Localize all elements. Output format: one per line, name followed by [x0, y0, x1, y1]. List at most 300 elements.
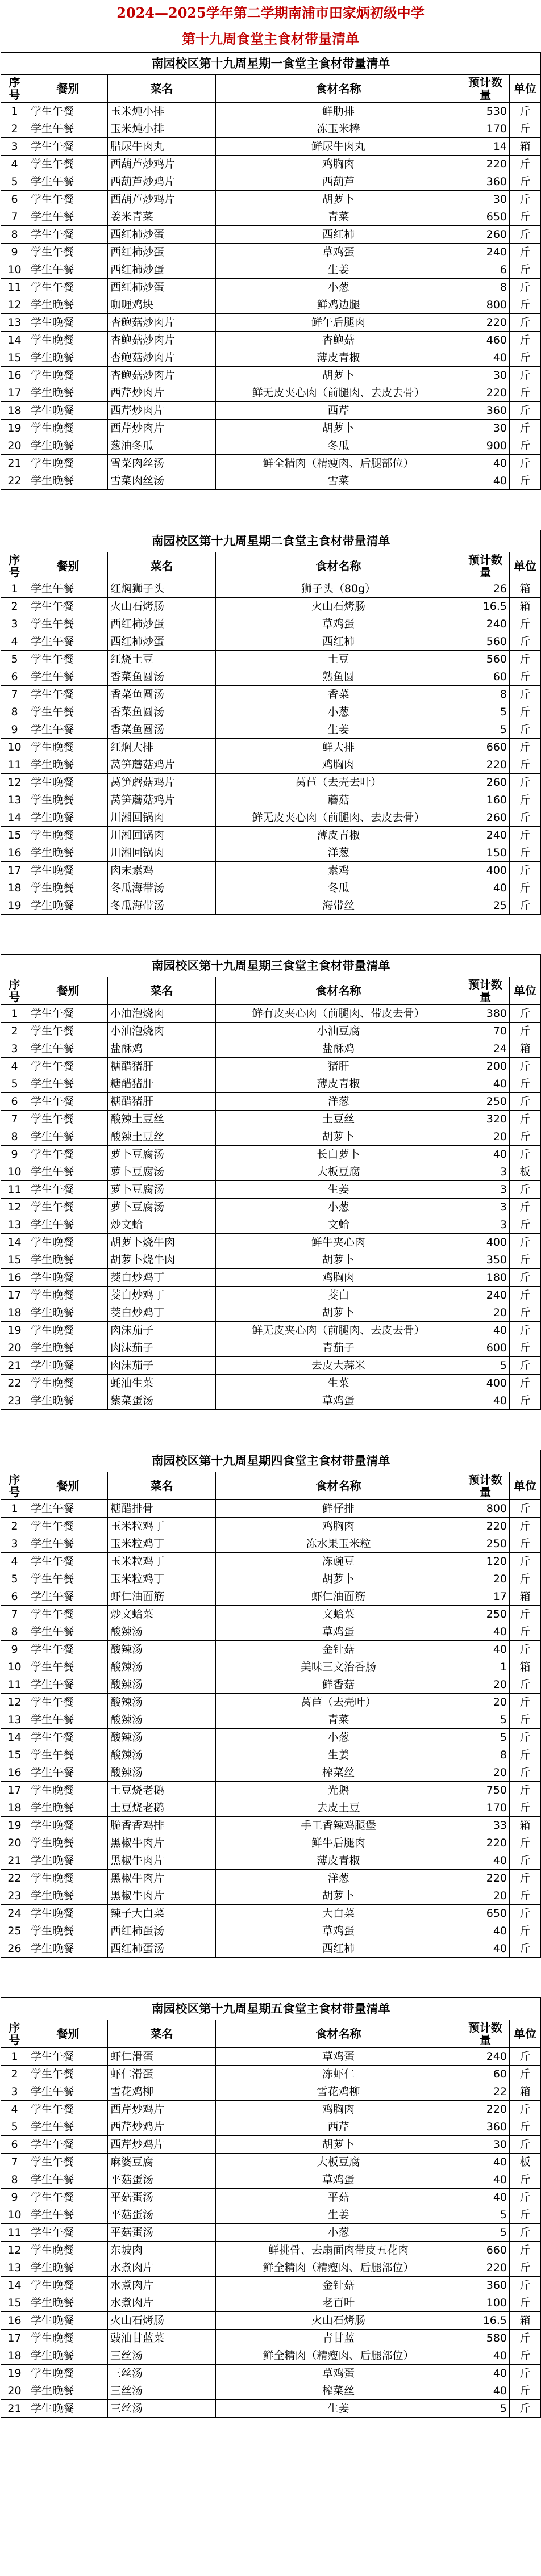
ingredient-name: 榨菜丝	[216, 1764, 461, 1782]
column-header-ingredient: 食材名称	[216, 1472, 461, 1500]
quantity: 5	[461, 1711, 510, 1729]
row-number: 18	[1, 402, 28, 420]
meal-type: 学生晚餐	[28, 349, 108, 367]
meal-type: 学生晚餐	[28, 1375, 108, 1392]
quantity: 260	[461, 226, 510, 244]
dish-name: 莴笋蘑菇鸡片	[108, 756, 216, 774]
row-number: 4	[1, 156, 28, 173]
table-row	[1, 173, 541, 191]
quantity: 260	[461, 774, 510, 791]
dish-name: 杏鲍菇炒肉片	[108, 367, 216, 384]
ingredient-name: 去皮土豆	[216, 1799, 461, 1817]
ingredient-name: 素鸡	[216, 862, 461, 879]
meal-type: 学生午餐	[28, 686, 108, 703]
dish-name: 平菇蛋汤	[108, 2224, 216, 2242]
table-row	[1, 1852, 541, 1870]
meal-type: 学生晚餐	[28, 455, 108, 472]
meal-type: 学生午餐	[28, 138, 108, 156]
dish-name: 胡萝卜烧牛肉	[108, 1251, 216, 1269]
quantity: 5	[461, 721, 510, 739]
row-number: 3	[1, 615, 28, 633]
meal-type: 学生午餐	[28, 1163, 108, 1181]
row-number: 11	[1, 756, 28, 774]
dish-name: 平菇蛋汤	[108, 2189, 216, 2206]
dish-name: 炒文蛤	[108, 1216, 216, 1234]
meal-type: 学生晚餐	[28, 296, 108, 314]
meal-type: 学生午餐	[28, 1764, 108, 1782]
unit: 箱	[510, 138, 541, 156]
row-number: 12	[1, 296, 28, 314]
dish-name: 酸辣汤	[108, 1641, 216, 1658]
ingredient-name: 雪花鸡柳	[216, 2083, 461, 2101]
ingredient-name: 冬瓜	[216, 437, 461, 455]
unit: 斤	[510, 314, 541, 332]
meal-type: 学生午餐	[28, 261, 108, 279]
ingredient-name: 鲜全精肉（精瘦肉、后腿部位）	[216, 2259, 461, 2277]
dish-name: 西红柿炒蛋	[108, 226, 216, 244]
table-row	[1, 420, 541, 437]
table-row	[1, 332, 541, 349]
table-row	[1, 1269, 541, 1287]
meal-type: 学生晚餐	[28, 1287, 108, 1304]
row-number: 11	[1, 1181, 28, 1199]
meal-type: 学生晚餐	[28, 756, 108, 774]
row-number: 5	[1, 1075, 28, 1093]
quantity: 360	[461, 402, 510, 420]
quantity: 250	[461, 1093, 510, 1111]
unit: 斤	[510, 1287, 541, 1304]
table-row	[1, 437, 541, 455]
row-number: 22	[1, 1375, 28, 1392]
row-number: 3	[1, 138, 28, 156]
meal-type: 学生午餐	[28, 1146, 108, 1163]
dish-name: 玉米炖小排	[108, 103, 216, 120]
row-number: 2	[1, 1023, 28, 1040]
table-row	[1, 1887, 541, 1905]
table-row	[1, 2171, 541, 2189]
quantity: 26	[461, 580, 510, 598]
ingredient-name: 莴苣（去壳叶）	[216, 1694, 461, 1711]
table-caption: 南园校区第十九周星期二食堂主食材带量清单	[1, 530, 541, 552]
row-number: 15	[1, 1746, 28, 1764]
quantity: 380	[461, 1005, 510, 1023]
quantity: 22	[461, 2083, 510, 2101]
unit: 斤	[510, 1304, 541, 1322]
meal-type: 学生午餐	[28, 703, 108, 721]
table-row	[1, 2066, 541, 2083]
dish-name: 蚝油生菜	[108, 1375, 216, 1392]
unit: 斤	[510, 2347, 541, 2365]
table-row	[1, 1799, 541, 1817]
ingredient-name: 西芹	[216, 2118, 461, 2136]
row-number: 15	[1, 1251, 28, 1269]
dish-name: 三丝汤	[108, 2382, 216, 2400]
dish-name: 酸辣汤	[108, 1729, 216, 1746]
ingredient-name: 去皮大蒜米	[216, 1357, 461, 1375]
dish-name: 西红柿炒蛋	[108, 279, 216, 296]
ingredient-name: 鲜尿牛肉丸	[216, 138, 461, 156]
quantity: 16.5	[461, 2312, 510, 2330]
unit: 斤	[510, 1746, 541, 1764]
row-number: 16	[1, 844, 28, 862]
unit: 斤	[510, 1251, 541, 1269]
meal-type: 学生午餐	[28, 1729, 108, 1746]
day-table	[1, 52, 541, 490]
dish-name: 酸辣汤	[108, 1746, 216, 1764]
day-table	[1, 1997, 541, 2418]
unit: 斤	[510, 1711, 541, 1729]
ingredient-name: 鲜鸡边腿	[216, 296, 461, 314]
quantity: 20	[461, 1887, 510, 1905]
ingredient-name: 小葱	[216, 2224, 461, 2242]
table-row	[1, 384, 541, 402]
ingredient-name: 鲜有皮夹心肉（前腿肉、带皮去骨）	[216, 1005, 461, 1023]
column-header-unit: 单位	[510, 1472, 541, 1500]
table-row	[1, 1940, 541, 1958]
quantity: 30	[461, 367, 510, 384]
meal-type: 学生午餐	[28, 2171, 108, 2189]
table-row	[1, 2330, 541, 2347]
unit: 斤	[510, 1694, 541, 1711]
meal-type: 学生午餐	[28, 1518, 108, 1535]
row-number: 21	[1, 1357, 28, 1375]
unit: 斤	[510, 156, 541, 173]
quantity: 40	[461, 879, 510, 897]
table-row	[1, 1111, 541, 1128]
unit: 斤	[510, 208, 541, 226]
ingredient-name: 草鸡蛋	[216, 1392, 461, 1410]
meal-type: 学生午餐	[28, 1075, 108, 1093]
meal-type: 学生晚餐	[28, 332, 108, 349]
quantity: 660	[461, 2242, 510, 2259]
dish-name: 黑椒牛肉片	[108, 1887, 216, 1905]
dish-name: 西芹炒鸡片	[108, 2101, 216, 2118]
table-row	[1, 2101, 541, 2118]
dish-name: 川湘回锅肉	[108, 844, 216, 862]
row-number: 21	[1, 1852, 28, 1870]
unit: 斤	[510, 261, 541, 279]
unit: 斤	[510, 2400, 541, 2418]
quantity: 16.5	[461, 598, 510, 615]
meal-type: 学生晚餐	[28, 2312, 108, 2330]
ingredient-name: 金针菇	[216, 1641, 461, 1658]
dish-name: 西葫芦炒鸡片	[108, 173, 216, 191]
dish-name: 玉米炖小排	[108, 120, 216, 138]
row-number: 16	[1, 2312, 28, 2330]
quantity: 1	[461, 1658, 510, 1676]
unit: 箱	[510, 1658, 541, 1676]
table-row	[1, 809, 541, 827]
table-row	[1, 2365, 541, 2382]
dish-name: 姜米青菜	[108, 208, 216, 226]
dish-name: 杏鲍菇炒肉片	[108, 314, 216, 332]
table-row	[1, 1694, 541, 1711]
table-row	[1, 2312, 541, 2330]
ingredient-name: 土豆	[216, 651, 461, 668]
unit: 斤	[510, 651, 541, 668]
column-header-qty: 预计数量	[461, 2020, 510, 2048]
quantity: 40	[461, 1392, 510, 1410]
ingredient-name: 青甘蓝	[216, 2330, 461, 2347]
ingredient-name: 小葱	[216, 1199, 461, 1216]
unit: 斤	[510, 1058, 541, 1075]
row-number: 8	[1, 226, 28, 244]
meal-type: 学生午餐	[28, 103, 108, 120]
unit: 斤	[510, 827, 541, 844]
unit: 斤	[510, 1269, 541, 1287]
meal-type: 学生午餐	[28, 1216, 108, 1234]
meal-type: 学生午餐	[28, 1058, 108, 1075]
ingredient-name: 胡萝卜	[216, 1128, 461, 1146]
unit: 斤	[510, 1111, 541, 1128]
meal-type: 学生午餐	[28, 1711, 108, 1729]
quantity: 40	[461, 455, 510, 472]
unit: 斤	[510, 1234, 541, 1251]
row-number: 17	[1, 384, 28, 402]
table-caption: 南园校区第十九周星期三食堂主食材带量清单	[1, 955, 541, 977]
table-row	[1, 1746, 541, 1764]
meal-type: 学生午餐	[28, 2154, 108, 2171]
table-row	[1, 2382, 541, 2400]
row-number: 7	[1, 2154, 28, 2171]
quantity: 800	[461, 296, 510, 314]
ingredient-name: 海带丝	[216, 897, 461, 915]
quantity: 3	[461, 1199, 510, 1216]
table-row	[1, 2224, 541, 2242]
dish-name: 虾仁滑蛋	[108, 2048, 216, 2066]
quantity: 220	[461, 2101, 510, 2118]
row-number: 22	[1, 1870, 28, 1887]
table-row	[1, 2206, 541, 2224]
row-number: 21	[1, 2400, 28, 2418]
meal-type: 学生午餐	[28, 1694, 108, 1711]
quantity: 40	[461, 2189, 510, 2206]
meal-type: 学生晚餐	[28, 862, 108, 879]
row-number: 19	[1, 2365, 28, 2382]
unit: 板	[510, 1163, 541, 1181]
table-row	[1, 756, 541, 774]
ingredient-name: 大白菜	[216, 1905, 461, 1922]
table-caption: 南园校区第十九周星期四食堂主食材带量清单	[1, 1450, 541, 1472]
meal-type: 学生晚餐	[28, 420, 108, 437]
quantity: 560	[461, 633, 510, 651]
meal-type: 学生晚餐	[28, 1905, 108, 1922]
unit: 斤	[510, 1782, 541, 1799]
meal-type: 学生午餐	[28, 598, 108, 615]
dish-name: 虾仁油面筋	[108, 1588, 216, 1606]
ingredient-name: 鲜仔排	[216, 1500, 461, 1518]
quantity: 180	[461, 1269, 510, 1287]
unit: 斤	[510, 897, 541, 915]
unit: 斤	[510, 1676, 541, 1694]
meal-type: 学生午餐	[28, 156, 108, 173]
table-row	[1, 1711, 541, 1729]
dish-name: 辣子大白菜	[108, 1905, 216, 1922]
meal-type: 学生午餐	[28, 226, 108, 244]
table-row	[1, 1058, 541, 1075]
dish-name: 火山石烤肠	[108, 598, 216, 615]
ingredient-name: 鸡胸肉	[216, 1518, 461, 1535]
quantity: 20	[461, 1128, 510, 1146]
row-number: 18	[1, 1304, 28, 1322]
meal-type: 学生午餐	[28, 1181, 108, 1199]
dish-name: 萝卜豆腐汤	[108, 1163, 216, 1181]
row-number: 3	[1, 2083, 28, 2101]
unit: 斤	[510, 2066, 541, 2083]
table-row	[1, 402, 541, 420]
row-number: 8	[1, 2171, 28, 2189]
row-number: 4	[1, 1553, 28, 1570]
quantity: 560	[461, 651, 510, 668]
table-caption: 南园校区第十九周星期一食堂主食材带量清单	[1, 53, 541, 75]
dish-name: 酸辣汤	[108, 1658, 216, 1676]
table-row	[1, 261, 541, 279]
column-header-meal: 餐别	[28, 1472, 108, 1500]
dish-name: 雪菜肉丝汤	[108, 472, 216, 490]
quantity: 5	[461, 1357, 510, 1375]
column-header-no: 序号	[1, 1472, 28, 1500]
column-header-dish: 菜名	[108, 977, 216, 1005]
quantity: 40	[461, 1322, 510, 1339]
table-row	[1, 2154, 541, 2171]
unit: 斤	[510, 472, 541, 490]
row-number: 23	[1, 1887, 28, 1905]
meal-type: 学生午餐	[28, 2083, 108, 2101]
table-row	[1, 1535, 541, 1553]
unit: 斤	[510, 279, 541, 296]
row-number: 12	[1, 774, 28, 791]
meal-type: 学生晚餐	[28, 1357, 108, 1375]
column-header-meal: 餐别	[28, 552, 108, 580]
meal-type: 学生晚餐	[28, 367, 108, 384]
dish-name: 西红柿蛋汤	[108, 1940, 216, 1958]
ingredient-name: 老百叶	[216, 2294, 461, 2312]
dish-name: 葱油冬瓜	[108, 437, 216, 455]
table-row	[1, 2259, 541, 2277]
dish-name: 西红柿炒蛋	[108, 615, 216, 633]
quantity: 30	[461, 191, 510, 208]
unit: 斤	[510, 2101, 541, 2118]
meal-type: 学生午餐	[28, 173, 108, 191]
quantity: 240	[461, 2048, 510, 2066]
table-row	[1, 1500, 541, 1518]
table-row	[1, 279, 541, 296]
meal-type: 学生午餐	[28, 1746, 108, 1764]
table-row	[1, 2083, 541, 2101]
row-number: 10	[1, 261, 28, 279]
ingredient-name: 西红柿	[216, 1940, 461, 1958]
unit: 斤	[510, 2382, 541, 2400]
dish-name: 西芹炒肉片	[108, 420, 216, 437]
table-row	[1, 208, 541, 226]
unit: 斤	[510, 862, 541, 879]
quantity: 360	[461, 2118, 510, 2136]
table-row	[1, 1676, 541, 1694]
unit: 斤	[510, 1905, 541, 1922]
meal-type: 学生晚餐	[28, 844, 108, 862]
unit: 斤	[510, 103, 541, 120]
ingredient-name: 西葫芦	[216, 173, 461, 191]
quantity: 40	[461, 1852, 510, 1870]
meal-type: 学生晚餐	[28, 2294, 108, 2312]
dish-name: 玉米粒鸡丁	[108, 1535, 216, 1553]
meal-type: 学生午餐	[28, 244, 108, 261]
meal-type: 学生晚餐	[28, 827, 108, 844]
ingredient-name: 鲜牛夹心肉	[216, 1234, 461, 1251]
meal-type: 学生午餐	[28, 580, 108, 598]
row-number: 10	[1, 739, 28, 756]
table-row	[1, 827, 541, 844]
unit: 箱	[510, 1817, 541, 1834]
ingredient-name: 鸡胸肉	[216, 2101, 461, 2118]
dish-name: 茭白炒鸡丁	[108, 1269, 216, 1287]
meal-type: 学生晚餐	[28, 1322, 108, 1339]
dish-name: 茭白炒鸡丁	[108, 1304, 216, 1322]
ingredient-name: 虾仁油面筋	[216, 1588, 461, 1606]
table-row	[1, 1163, 541, 1181]
ingredient-name: 杏鲍菇	[216, 332, 461, 349]
table-row	[1, 2242, 541, 2259]
quantity: 8	[461, 279, 510, 296]
unit: 斤	[510, 1834, 541, 1852]
row-number: 12	[1, 2242, 28, 2259]
quantity: 14	[461, 138, 510, 156]
unit: 斤	[510, 1535, 541, 1553]
dish-name: 萝卜豆腐汤	[108, 1146, 216, 1163]
ingredient-name: 小油豆腐	[216, 1023, 461, 1040]
quantity: 20	[461, 1694, 510, 1711]
unit: 箱	[510, 580, 541, 598]
ingredient-name: 薄皮青椒	[216, 1852, 461, 1870]
quantity: 25	[461, 897, 510, 915]
ingredient-name: 西红柿	[216, 633, 461, 651]
ingredient-name: 冻豌豆	[216, 1553, 461, 1570]
dish-name: 脆香香鸡排	[108, 1817, 216, 1834]
unit: 斤	[510, 2118, 541, 2136]
dish-name: 西红柿炒蛋	[108, 261, 216, 279]
dish-name: 东坡肉	[108, 2242, 216, 2259]
dish-name: 酸辣汤	[108, 1711, 216, 1729]
row-number: 7	[1, 686, 28, 703]
unit: 斤	[510, 809, 541, 827]
unit: 斤	[510, 1887, 541, 1905]
meal-type: 学生午餐	[28, 651, 108, 668]
unit: 斤	[510, 1128, 541, 1146]
ingredient-name: 鲜无皮夹心肉（前腿肉、去皮去骨）	[216, 809, 461, 827]
dish-name: 萝卜豆腐汤	[108, 1181, 216, 1199]
table-row	[1, 1570, 541, 1588]
dish-name: 杏鲍菇炒肉片	[108, 349, 216, 367]
dish-name: 香菜鱼圆汤	[108, 686, 216, 703]
dish-name: 红烧土豆	[108, 651, 216, 668]
ingredient-name: 生姜	[216, 261, 461, 279]
table-row	[1, 862, 541, 879]
row-number: 19	[1, 1322, 28, 1339]
unit: 斤	[510, 1005, 541, 1023]
row-number: 18	[1, 879, 28, 897]
meal-type: 学生午餐	[28, 1641, 108, 1658]
dish-name: 平菇蛋汤	[108, 2171, 216, 2189]
dish-name: 肉末素鸡	[108, 862, 216, 879]
row-number: 23	[1, 1392, 28, 1410]
row-number: 13	[1, 2259, 28, 2277]
unit: 斤	[510, 1093, 541, 1111]
ingredient-name: 鲜无皮夹心肉（前腿肉、去皮去骨）	[216, 1322, 461, 1339]
meal-type: 学生晚餐	[28, 384, 108, 402]
table-row	[1, 455, 541, 472]
quantity: 17	[461, 1588, 510, 1606]
row-number: 1	[1, 580, 28, 598]
